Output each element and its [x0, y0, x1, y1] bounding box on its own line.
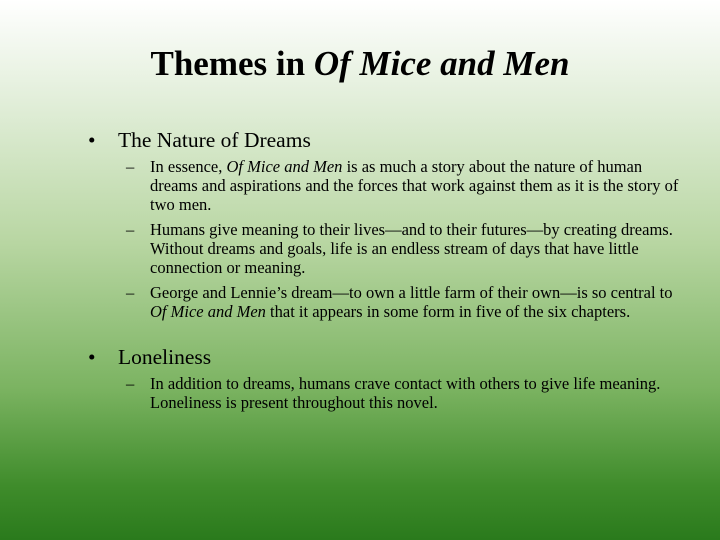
bullet-marker: • — [88, 345, 96, 369]
sub-text-part: In essence, — [150, 157, 227, 176]
sub-text-part: that it appears in some form in five of the six chapters. — [265, 302, 631, 322]
sub-bullet — [126, 283, 686, 321]
sub-marker: – — [126, 157, 135, 176]
sub-text — [150, 157, 686, 215]
slide-title — [0, 44, 720, 84]
bullet-heading: Loneliness — [118, 345, 212, 369]
sub-bullet — [126, 374, 686, 412]
sub-bullet — [126, 157, 686, 215]
sub-text: In addition to dreams, humans crave contact with others to give life meaning. Loneliness is present throughout this novel. — [150, 374, 661, 413]
sub-text: Humans give meaning to their lives—and to their futures—by creating dreams. Without dreams and goals, life is an endless stream of days that have little connection or meaning. — [150, 220, 673, 278]
book-title-italic: Of Mice and Men — [226, 157, 343, 176]
title-italic: Of Mice and Men — [313, 44, 570, 83]
title-prefix: Themes in — [150, 44, 314, 83]
sub-marker: – — [126, 374, 135, 393]
bullet-marker: • — [88, 128, 96, 152]
sub-bullet — [126, 220, 686, 278]
sub-text — [150, 283, 686, 321]
book-title-italic: Of Mice and Men — [150, 302, 266, 322]
sub-marker: – — [126, 283, 135, 302]
bullet-loneliness — [88, 344, 211, 370]
bullet-heading: The Nature of Dreams — [118, 128, 311, 152]
sub-text-part: George and Lennie’s dream—to own a little farm of their own—is so central to — [150, 283, 673, 302]
sub-text-part: is as much a story about the nature of human dreams and aspirations and the forces that work against them as it is the story of two men. — [150, 157, 679, 215]
sub-marker: – — [126, 220, 135, 239]
bullet-nature-of-dreams — [88, 127, 311, 153]
